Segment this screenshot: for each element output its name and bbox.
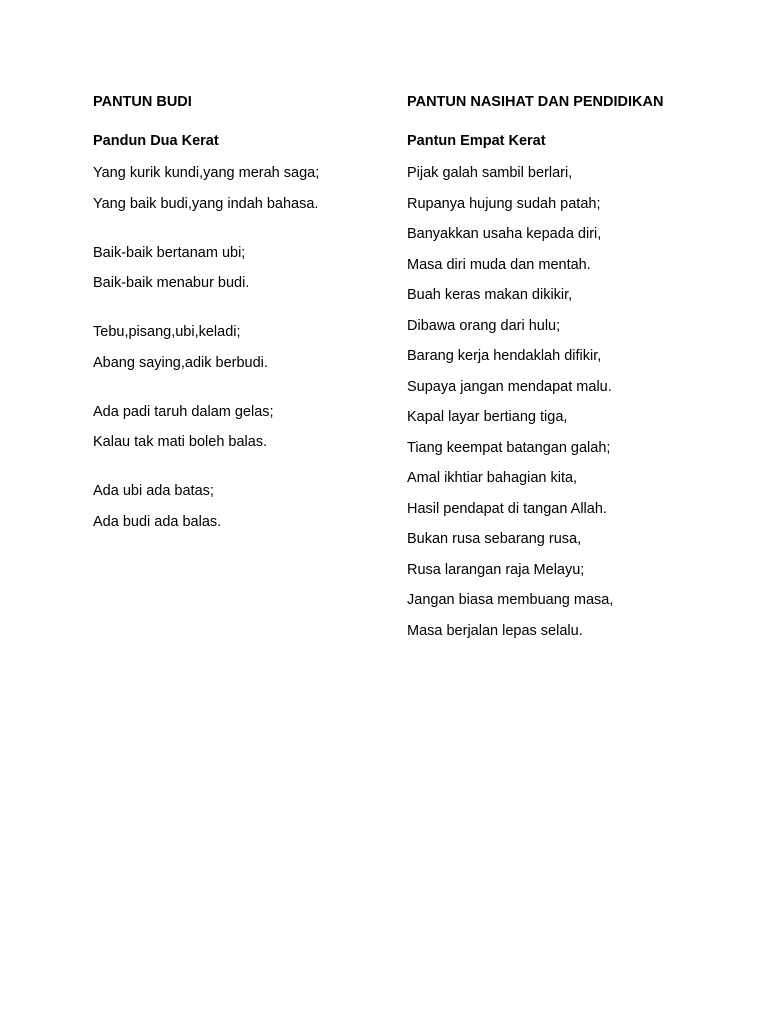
verse-line: Masa berjalan lepas selalu. [407,622,583,639]
verse-line: Pijak galah sambil berlari, [407,165,573,181]
stanza [93,402,393,453]
left-column [93,92,393,561]
verse-line: Bukan rusa sebarang rusa, [407,531,582,547]
section-subtitle: Pandun Dua Kerat [93,133,219,149]
verse-line: Yang baik budi,yang indah bahasa. [93,195,319,212]
verse-line: Abang saying,adik berbudi. [93,354,268,371]
verse-line: Ada ubi ada batas; [93,483,214,499]
verse-line: Kalau tak mati boleh balas. [93,434,268,450]
verse-line: Baik-baik menabur budi. [93,275,250,291]
stanza-list [407,163,747,641]
verse-line: Baik-baik bertanam ubi; [93,244,246,261]
verse-line: Amal ikhtiar bahagian kita, [407,470,578,486]
verse-line: Jangan biasa membuang masa, [407,592,614,608]
verse-line: Ada padi taruh dalam gelas; [93,403,274,420]
verse-line: Dibawa orang dari hulu; [407,317,561,334]
verse-line: Buah keras makan dikikir, [407,287,573,303]
verse-line: Yang kurik kundi,yang merah saga; [93,165,320,181]
verse-line: Banyakkan usaha kepada diri, [407,226,602,242]
stanza [93,243,393,294]
verse-line: Barang kerja hendaklah difikir, [407,348,602,364]
section-title: PANTUN BUDI [93,94,192,110]
section-subtitle: Pantun Empat Kerat [407,133,546,149]
stanza [93,163,393,214]
stanza [93,481,393,532]
verse-line: Ada budi ada balas. [93,513,222,530]
verse-line: Kapal layar bertiang tiga, [407,409,568,425]
verse-line: Tiang keempat batangan galah; [407,439,611,456]
verse-line: Tebu,pisang,ubi,keladi; [93,324,241,340]
stanza-list [93,163,393,532]
verse-line: Hasil pendapat di tangan Allah. [407,500,607,517]
section-title: PANTUN NASIHAT DAN PENDIDIKAN [407,94,664,110]
right-column [407,92,747,651]
stanza [93,322,393,373]
verse-line: Rupanya hujung sudah patah; [407,195,601,212]
stanza [407,163,747,275]
verse-line: Rusa larangan raja Melayu; [407,561,585,578]
verse-line: Supaya jangan mendapat malu. [407,378,612,395]
verse-line: Masa diri muda dan mentah. [407,256,591,273]
stanza [407,285,747,397]
stanza [407,529,747,641]
stanza [407,407,747,519]
